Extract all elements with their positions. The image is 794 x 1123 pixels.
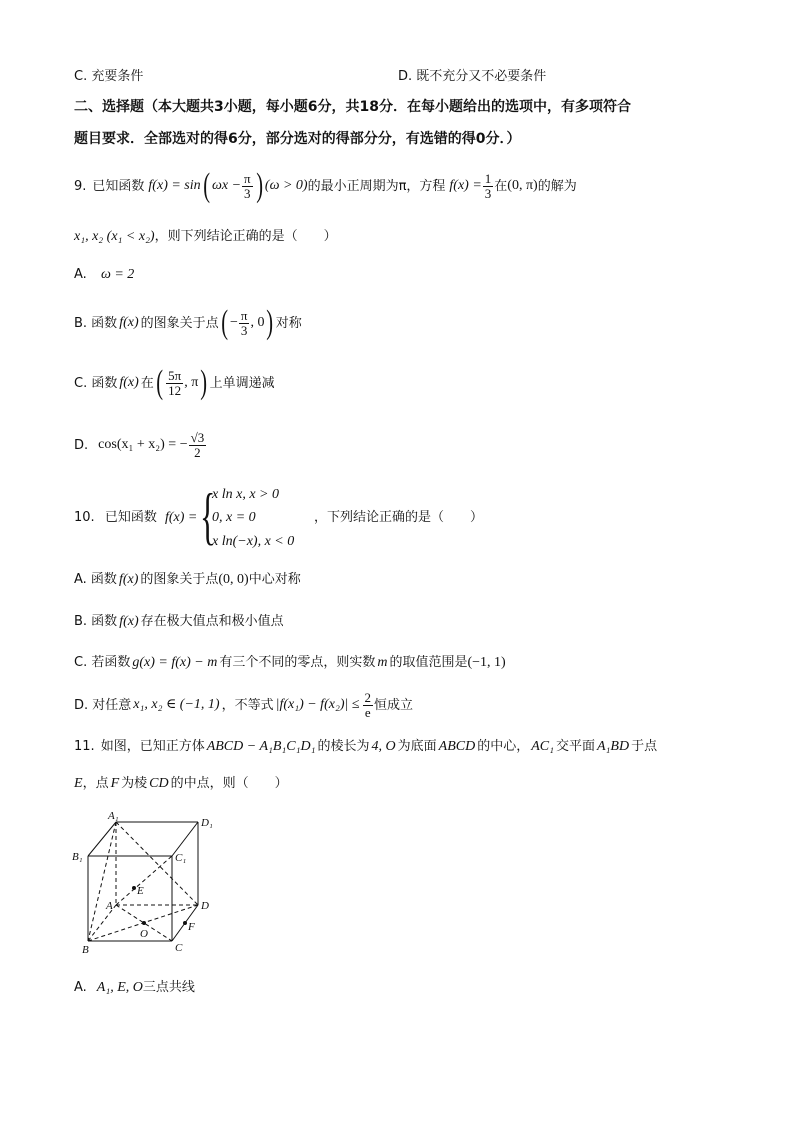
math-expression: f(x) <box>119 375 139 390</box>
fraction <box>242 172 253 200</box>
cube-figure <box>70 808 230 958</box>
math-expression: f(x) <box>118 572 139 587</box>
label-a1: A₁ <box>108 810 119 822</box>
point-o <box>142 921 146 925</box>
label-d1: D₁ <box>201 817 213 829</box>
piecewise-case: x ln(−x), x < 0 <box>212 534 295 549</box>
option-10a <box>74 573 301 587</box>
option-text: B. 函数 <box>74 614 118 629</box>
option-10c <box>74 656 506 670</box>
math-expression: E <box>74 776 83 791</box>
fraction <box>483 172 494 200</box>
option-9c <box>74 366 275 400</box>
option-text: C. 函数 <box>74 375 118 391</box>
question-text: 已知函数 <box>104 510 157 525</box>
option-label: D. <box>74 437 89 453</box>
point-f <box>183 921 187 925</box>
point-e <box>132 886 136 890</box>
math-expression: ωx − <box>211 178 242 193</box>
math-expression: |f(x₁) − f(x₂)| ≤ <box>275 697 360 712</box>
option-text: 中心对称 <box>248 572 301 587</box>
question-number: 11. <box>74 739 95 754</box>
left-paren: ( <box>220 304 228 341</box>
piecewise-brace: { <box>200 480 216 551</box>
option-text: ，不等式 <box>221 697 274 713</box>
fraction <box>239 309 250 337</box>
option-label: A. <box>74 980 87 995</box>
question-11-stem-line2 <box>74 777 288 791</box>
option-9b <box>74 306 302 340</box>
label-f: F <box>188 921 195 933</box>
math-expression: , 0 <box>250 315 265 330</box>
question-text: 的中心， <box>477 739 530 754</box>
math-expression: ABCD <box>438 739 476 754</box>
piecewise-case: 0, x = 0 <box>212 510 256 525</box>
option-label: A. <box>74 267 87 282</box>
right-paren: ) <box>266 304 274 341</box>
denominator: 2 <box>194 444 201 460</box>
question-text: 交平面 <box>555 739 595 754</box>
math-expression: g(x) = f(x) − m <box>132 655 218 670</box>
option-text: 恒成立 <box>374 697 414 713</box>
question-10-stem <box>74 511 197 525</box>
question-text: 的棱长为 <box>317 739 370 754</box>
math-expression: A₁, E, O <box>96 980 143 995</box>
math-expression: f(x) = sin <box>148 178 201 193</box>
numerator: √3 <box>190 429 205 445</box>
math-expression: f(x) <box>119 315 139 330</box>
denominator: e <box>364 704 371 720</box>
numerator: π <box>240 307 248 323</box>
option-11a <box>74 981 195 995</box>
label-c1: C₁ <box>175 852 187 864</box>
question-text: 如图，已知正方体 <box>100 739 205 754</box>
label-b1: B₁ <box>72 851 83 863</box>
question-text: 在 <box>494 178 508 194</box>
option-text: 的取值范围是 <box>389 655 468 670</box>
math-expression: (ω > 0) <box>264 178 308 193</box>
math-expression: f(x) = <box>164 510 198 525</box>
question-text: ，则下列结论正确的是（ ） <box>154 229 337 244</box>
fraction <box>189 431 207 459</box>
question-text: 的中点，则（ ） <box>170 776 288 791</box>
option-9a <box>74 268 134 282</box>
question-number: 9. <box>74 178 87 194</box>
denominator: 12 <box>168 382 182 398</box>
label-d: D <box>201 900 209 912</box>
option-text: C. 若函数 <box>74 655 131 670</box>
math-expression: (0, π) <box>507 178 538 193</box>
left-paren: ( <box>156 364 163 401</box>
label-b: B <box>82 944 89 956</box>
option-9d <box>74 428 207 462</box>
option-10b <box>74 615 284 629</box>
label-e: E <box>137 885 144 897</box>
math-expression: cos(x₁ + x₂) = − <box>98 437 188 452</box>
math-expression: (0, 0) <box>218 572 249 587</box>
numerator: 2 <box>364 689 372 705</box>
fraction <box>363 691 374 719</box>
option-c-prev: C. 充要条件 <box>74 69 144 84</box>
question-text: ，下列结论正确的是（ ） <box>314 510 484 525</box>
math-expression: − <box>229 315 238 330</box>
question-text: 于点 <box>631 739 658 754</box>
label-a: A <box>106 900 113 912</box>
math-expression: (−1, 1) <box>467 655 506 670</box>
math-expression: m <box>377 655 388 670</box>
question-text: 已知函数 <box>92 178 145 194</box>
numerator: 1 <box>484 170 492 186</box>
option-text: A. 函数 <box>74 572 117 587</box>
question-9-stem <box>74 167 577 204</box>
question-number: 10. <box>74 510 95 525</box>
question-text: ，点 <box>82 776 109 791</box>
math-expression: ABCD − A₁B₁C₁D₁ <box>206 739 316 754</box>
edge-c1d1 <box>172 822 198 856</box>
numerator: π <box>244 170 251 186</box>
right-paren: ) <box>255 167 263 204</box>
math-expression: F <box>110 776 120 791</box>
option-text: B. 函数 <box>74 315 118 331</box>
option-text: 对称 <box>275 315 302 331</box>
option-text: 上单调递减 <box>209 375 275 391</box>
right-paren: ) <box>200 364 208 401</box>
option-text: 三点共线 <box>142 980 195 995</box>
math-expression: , π <box>184 375 199 390</box>
math-expression: x₁, x₂ (x₁ < x₂) <box>74 229 155 244</box>
math-expression: f(x) = <box>449 178 482 193</box>
question-text: 为棱 <box>121 776 148 791</box>
numerator: 5π <box>168 367 182 383</box>
denominator: 3 <box>484 185 492 201</box>
math-expression: 4, O <box>371 739 396 754</box>
math-expression: ω = 2 <box>100 267 135 282</box>
denominator: 3 <box>244 185 251 201</box>
diagonal-ac1 <box>116 856 172 905</box>
math-expression: CD <box>149 776 169 791</box>
option-text: 存在极大值点和极小值点 <box>140 614 284 629</box>
option-text: 的图象关于点 <box>140 315 219 331</box>
option-text: 的图象关于点 <box>140 572 219 587</box>
left-paren: ( <box>202 167 210 204</box>
option-d-prev: D. 既不充分又不必要条件 <box>398 69 547 84</box>
fraction <box>166 369 183 397</box>
denominator: 3 <box>240 322 248 338</box>
label-c: C <box>175 942 183 954</box>
math-expression: f(x) <box>119 614 139 629</box>
option-10d <box>74 688 413 722</box>
question-text: 的最小正周期为π，方程 <box>307 178 446 194</box>
question-text: 为底面 <box>397 739 437 754</box>
label-o: O <box>140 928 148 940</box>
option-text: 有三个不同的零点，则实数 <box>219 655 376 670</box>
section-header-line1: 二、选择题（本大题共3小题，每小题6分，共18分．在每小题给出的选项中，有多项符合 <box>74 99 631 115</box>
option-text: D. 对任意 <box>74 697 132 713</box>
math-expression: A₁BD <box>597 739 630 754</box>
math-expression: AC₁ <box>531 739 554 754</box>
piecewise-case: x ln x, x > 0 <box>212 487 279 502</box>
math-expression: x₁, x₂ ∈ (−1, 1) <box>133 697 220 712</box>
option-text: 在 <box>140 375 154 391</box>
question-9-stem-line2 <box>74 230 337 244</box>
question-11-stem <box>74 740 657 754</box>
section-header-line2: 题目要求．全部选对的得6分，部分选对的得部分分，有选错的得0分．） <box>74 131 521 147</box>
question-text: 的解为 <box>537 178 577 194</box>
